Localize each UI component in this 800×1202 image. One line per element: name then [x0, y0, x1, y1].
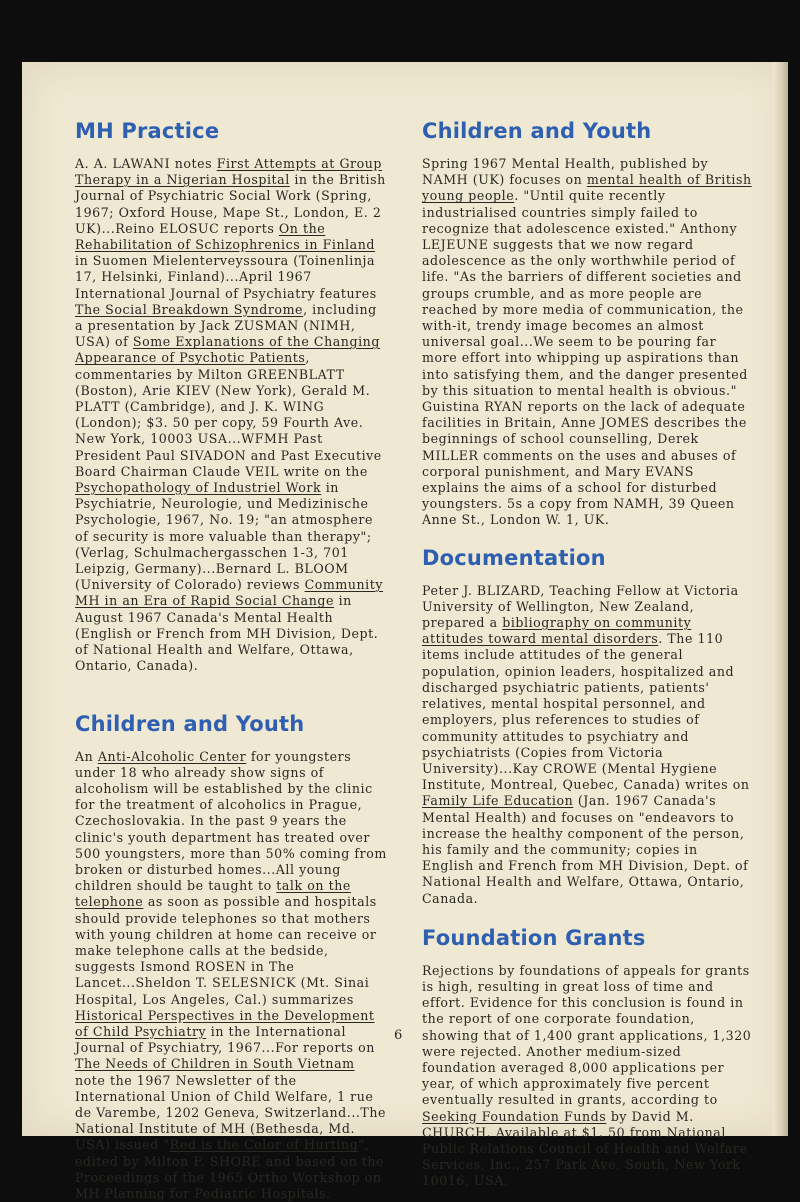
section-body: Peter J. BLIZARD, Teaching Fellow at Victoria University of Wellington, New Zealand, prepared a bibliography on community attitudes toward mental disorders. The 110 items include attitudes of the general population, opinion leaders, hospitalized and discharged psychiatric patients, patients' relatives, mental hospital personnel, and employers, plus references to studies of community attitudes to psychiatry and psychiatrists (Copies from Victoria University)...Kay CROWE (Mental Hygiene Institute, Montreal, Quebec, Canada) writes on Family Life Education (Jan. 1967 Canada's Mental Health) and focuses on "endeavors to increase the healthy component of the person, his family and the community; copies in English and French from MH Division, Dept. of National Health and Welfare, Ottawa, Ontario, Canada.	[422, 583, 752, 907]
article-title: Psychopathology of Industriel Work	[75, 480, 321, 495]
article-title: First Attempts at Group Therapy in a Nigerian Hospital	[75, 156, 382, 187]
article-title: The Needs of Children in South Vietnam	[75, 1056, 355, 1071]
section-children-youth	[75, 711, 387, 1202]
section-heading: Children and Youth	[422, 118, 752, 144]
section-mh-practice	[75, 118, 387, 675]
section-foundation-grants	[422, 925, 752, 1190]
article-title: mental health of British young people	[422, 172, 752, 203]
article-title: bibliography on community attitudes toward mental disorders	[422, 615, 691, 646]
section-documentation	[422, 545, 752, 907]
section-body: An Anti-Alcoholic Center for youngsters under 18 who already show signs of alcoholism will be established by the clinic for the treatment of alcoholics in Prague, Czechoslovakia. In the past 9 years the clinic's youth department has treated over 500 youngsters, more than 50% coming from broken or disturbed homes...All young children should be taught to talk on the telephone as soon as possible and hospitals should provide telephones so that mothers with young children at home can receive or make telephone calls at the bedside, suggests Ismond ROSEN in The Lancet...Sheldon T. SELESNICK (Mt. Sinai Hospital, Los Angeles, Cal.) summarizes Historical Perspectives in the Development of Child Psychiatry in the International Journal of Psychiatry, 1967...For reports on The Needs of Children in South Vietnam note the 1967 Newsletter of the International Union of Child Welfare, 1 rue de Varembe, 1202 Geneva, Switzerland...The National Institute of MH (Bethesda, Md. USA) issued "Red is the Color of Hurting", edited by Milton F. SHORE and based on the Proceedings of the 1965 Ortho Workshop on MH Planning for Pediatric Hospitals.	[75, 749, 387, 1202]
article-title: talk on the telephone	[75, 878, 351, 909]
article-title: Seeking Foundation Funds	[422, 1109, 606, 1124]
section-children-youth-uk	[422, 118, 752, 529]
page-edge	[772, 62, 788, 1136]
section-heading: Documentation	[422, 545, 752, 571]
section-body: A. A. LAWANI notes First Attempts at Group Therapy in a Nigerian Hospital in the British Journal of Psychiatric Social Work (Spring, 1967; Oxford House, Mape St., London, E. 2 UK)...Reino ELOSUC reports On the Rehabilitation of Schizophrenics in Finland in Suomen Mielenterveyssoura (Toinenlinja 17, Helsinki, Finland)...April 1967 International Journal of Psychiatry features The Social Breakdown Syndrome, including a presentation by Jack ZUSMAN (NIMH, USA) of Some Explanations of the Changing Appearance of Psychotic Patients, commentaries by Milton GREENBLATT (Boston), Arie KIEV (New York), Gerald M. PLATT (Cambridge), and J. K. WING (London); $3. 50 per copy, 59 Fourth Ave. New York, 10003 USA...WFMH Past President Paul SIVADON and Past Executive Board Chairman Claude VEIL write on the Psychopathology of Industriel Work in Psychiatrie, Neurologie, und Medizinische Psychologie, 1967, No. 19; "an atmosphere of security is more valuable than therapy"; (Verlag, Schulmachergasschen 1-3, 701 Leipzig, Germany)...Bernard L. BLOOM (University of Colorado) reviews Community MH in an Era of Rapid Social Change in August 1967 Canada's Mental Health (English or French from MH Division, Dept. of National Health and Welfare, Ottawa, Ontario, Canada).	[75, 156, 387, 675]
section-body: Spring 1967 Mental Health, published by NAMH (UK) focuses on mental health of British young people. "Until quite recently industrialised countries simply failed to recognize that adolescence existed." Anthony LEJEUNE suggests that we now regard adolescence as the only worthwhile period of life. "As the barriers of different societies and groups crumble, and as more people are reached by more media of communication, the with-it, trendy image becomes an almost universal goal...We seem to be pouring far more effort into whipping up aspirations than into satisfying them, and the danger presented by this situation to mental health is obvious." Guistina RYAN reports on the lack of adequate facilities in Britain, Anne JOMES describes the beginnings of school counselling, Derek MILLER comments on the uses and abuses of corporal punishment, and Mary EVANS explains the aims of a school for disturbed youngsters. 5s a copy from NAMH, 39 Queen Anne St., London W. 1, UK.	[422, 156, 752, 529]
article-title: Family Life Education	[422, 793, 573, 808]
right-column	[422, 118, 752, 1190]
article-title: The Social Breakdown Syndrome	[75, 302, 303, 317]
article-title: Anti-Alcoholic Center	[98, 749, 246, 764]
section-body: Rejections by foundations of appeals for grants is high, resulting in great loss of time and effort. Evidence for this conclusion is found in the report of one corporate foundation, showing that of 1,400 grant applications, 1,320 were rejected. Another medium-sized foundation averaged 8,000 applications per year, of which approximately five percent eventually resulted in grants, according to Seeking Foundation Funds by David M. CHURCH. Available at $1. 50 from National Public Relations Council of Health and Welfare Services, Inc., 257 Park Ave. South, New York 10016, USA.	[422, 963, 752, 1190]
section-heading: Children and Youth	[75, 711, 387, 737]
page-number: 6	[394, 1028, 402, 1043]
section-heading: MH Practice	[75, 118, 387, 144]
left-column	[75, 118, 387, 1202]
article-title: On the Rehabilitation of Schizophrenics in Finland	[75, 221, 375, 252]
page	[22, 62, 788, 1136]
section-heading: Foundation Grants	[422, 925, 752, 951]
article-title: Red is the Color of Hurting	[170, 1137, 358, 1152]
article-title: Historical Perspectives in the Development of Child Psychiatry	[75, 1008, 375, 1039]
article-title: Some Explanations of the Changing Appearance of Psychotic Patients	[75, 334, 380, 365]
article-title: Community MH in an Era of Rapid Social Change	[75, 577, 383, 608]
